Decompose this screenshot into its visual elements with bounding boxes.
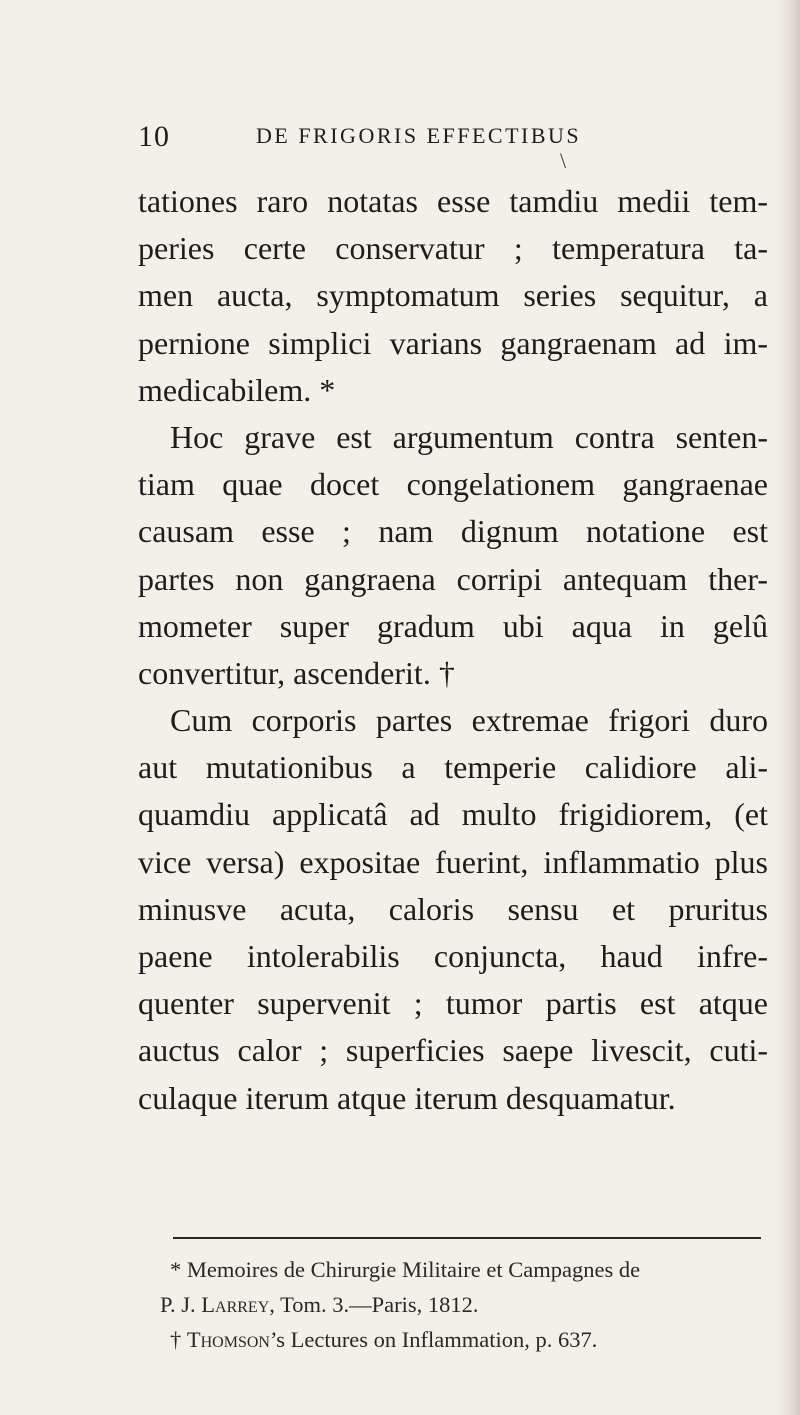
text-line: tationes raro notatas esse tamdiu medii tem- (138, 183, 768, 219)
footnote-text: ’s Lectures on Inflammation, p. 637. (269, 1327, 598, 1352)
text-line: partes non gangraena corripi antequam ther- (138, 560, 768, 597)
text-line: aut mutationibus a temperie calidiore ali- (138, 749, 768, 786)
main-text (138, 178, 768, 1122)
text-line: quamdiu applicatâ ad multo frigidiorem, (et (138, 796, 768, 833)
text-line: Cum corporis partes extremae frigori duro (170, 702, 768, 739)
text-line: men aucta, symptomatum series sequitur, a (138, 277, 768, 314)
page-number: 10 (138, 120, 170, 153)
footnote-text: , Tom. 3.—Paris, 1812. (269, 1292, 479, 1317)
footnotes (160, 1252, 770, 1357)
footnote-2 (170, 1322, 770, 1357)
author-name: Thomson (186, 1327, 270, 1352)
text-line: quenter supervenit ; tumor partis est atque (138, 985, 768, 1022)
text-line: vice versa) expositae fuerint, inflammatio plus (138, 843, 768, 880)
text-line: Hoc grave est argumentum contra senten- (170, 418, 768, 455)
author-name: Larrey (201, 1292, 270, 1317)
text-line: paene intolerabilis conjuncta, haud infre- (138, 938, 768, 974)
text-line: pernione simplici varians gangraenam ad im- (138, 324, 768, 361)
text-line: culaque iterum atque iterum desquamatur. (138, 1079, 676, 1116)
page-edge-shadow (774, 0, 800, 1415)
text-line: causam esse ; nam dignum notatione est (138, 513, 768, 550)
page-header (138, 120, 698, 153)
text-line: auctus calor ; superficies saepe livescit, cuti- (138, 1032, 768, 1069)
text-line: peries certe conservatur ; temperatura ta- (138, 230, 768, 267)
footnote-1: * Memoires de Chirurgie Militaire et Campagnes de (170, 1257, 641, 1282)
text-line: minusve acuta, caloris sensu et pruritus (138, 890, 768, 927)
footnote-text: P. J. (160, 1292, 202, 1317)
footnote-dagger: † (170, 1327, 187, 1352)
signature-mark: \ (560, 148, 567, 173)
text-line: tiam quae docet congelationem gangraenae (138, 466, 768, 503)
footnote-1-continued (160, 1287, 770, 1322)
text-line: convertitur, ascenderit. † (138, 654, 455, 691)
text-line: medicabilem. * (138, 371, 336, 408)
running-title: DE FRIGORIS EFFECTIBUS (256, 123, 582, 148)
text-line: mometer super gradum ubi aqua in gelû (138, 607, 768, 644)
footnote-rule (173, 1237, 761, 1239)
